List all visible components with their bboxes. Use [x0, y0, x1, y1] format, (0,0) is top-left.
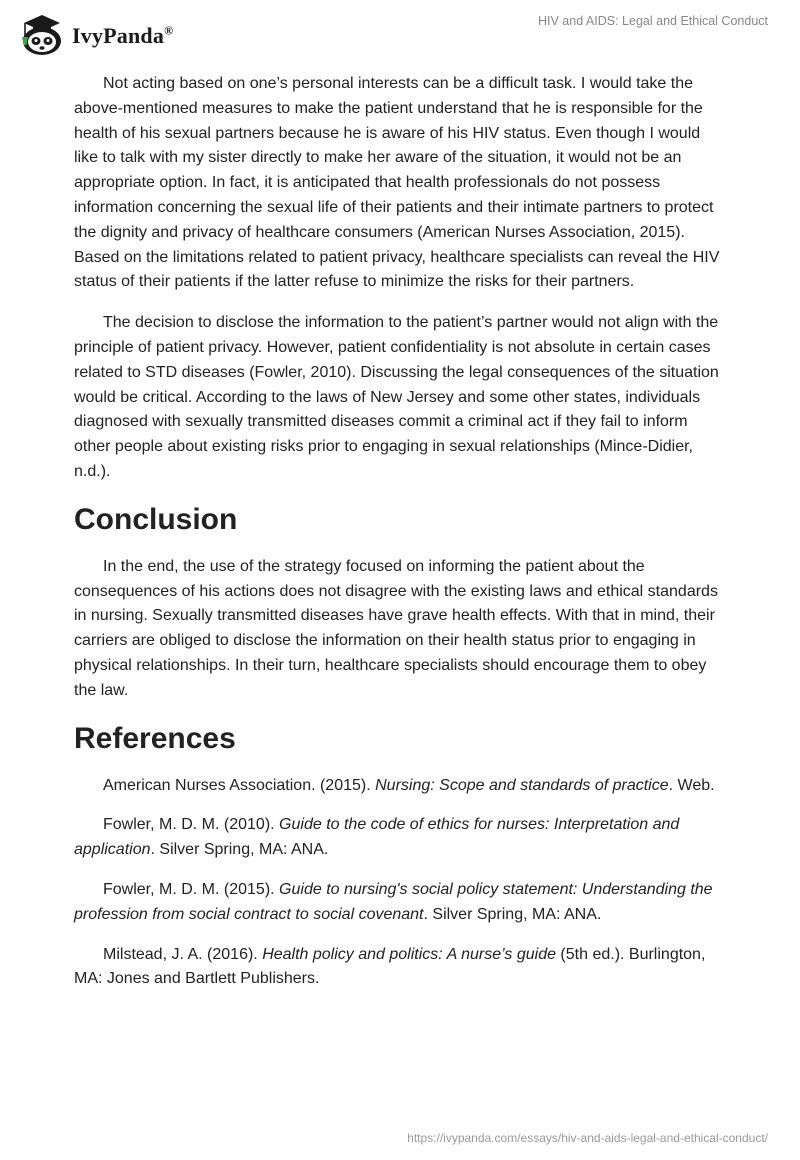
- reference-list: [74, 774, 726, 993]
- reference-item: Fowler, M. D. M. (2015). Guide to nursing's social policy statement: Understanding the profession from social contract to social covenant. Silver Spring, MA: ANA.: [74, 880, 713, 923]
- reference-item: American Nurses Association. (2015). Nursing: Scope and standards of practice. Web.: [103, 776, 715, 794]
- references-heading: References: [74, 721, 236, 755]
- conclusion-heading: Conclusion: [74, 502, 238, 536]
- document-title: HIV and AIDS: Legal and Ethical Conduct: [537, 14, 768, 28]
- brand-logo[interactable]: [12, 8, 173, 60]
- body-paragraph-1: Not acting based on one’s personal interests can be a difficult task. I would take the above-mentioned measures to make the patient understand that he is responsible for the health of his sexual partners because he is aware of his HIV status. Even though I would like to talk with my sister directly to make her aware of the situation, it would not be an appropriate option. In fact, it is anticipated that health professionals do not possess information concerning the sexual life of their patients and their intimate partners to protect the dignity and privacy of healthcare consumers (American Nurses Association, 2015). Based on the limitations related to patient privacy, healthcare specialists can reveal the HIV status of their patients if the latter refuse to minimize the risks for their partners.: [74, 75, 720, 291]
- reference-item: Milstead, J. A. (2016). Health policy and politics: A nurse’s guide (5th ed.). Burlington, MA: Jones and Bartlett Publishers.: [74, 945, 706, 988]
- conclusion-paragraph: In the end, the use of the strategy focused on informing the patient about the consequences of his actions does not disagree with the existing laws and ethical standards in nursing. Sexually transmitted diseases have grave health effects. With that in mind, their carriers are obliged to disclose the information on their health status prior to engaging in physical relationships. In their turn, healthcare specialists should encourage them to obey the law.: [74, 557, 718, 699]
- panda-logo-icon: [12, 11, 66, 57]
- body-paragraph-2: The decision to disclose the information to the patient’s partner would not align with the principle of patient privacy. However, patient confidentiality is not absolute in certain cases related to STD diseases (Fowler, 2010). Discussing the legal consequences of the situation would be critical. According to the laws of New Jersey and some other states, individuals diagnosed with sexually transmitted diseases commit a criminal act if they fail to inform other people about existing risks prior to engaging in sexual relationships (Mince-Didier, n.d.).: [74, 314, 719, 480]
- reference-item: Fowler, M. D. M. (2010). Guide to the code of ethics for nurses: Interpretation and application. Silver Spring, MA: ANA.: [74, 816, 680, 859]
- brand-name: IvyPanda®: [72, 23, 174, 48]
- essay-content: [74, 72, 726, 1007]
- source-url-link[interactable]: https://ivypanda.com/essays/hiv-and-aids-legal-and-ethical-conduct/: [407, 1131, 768, 1145]
